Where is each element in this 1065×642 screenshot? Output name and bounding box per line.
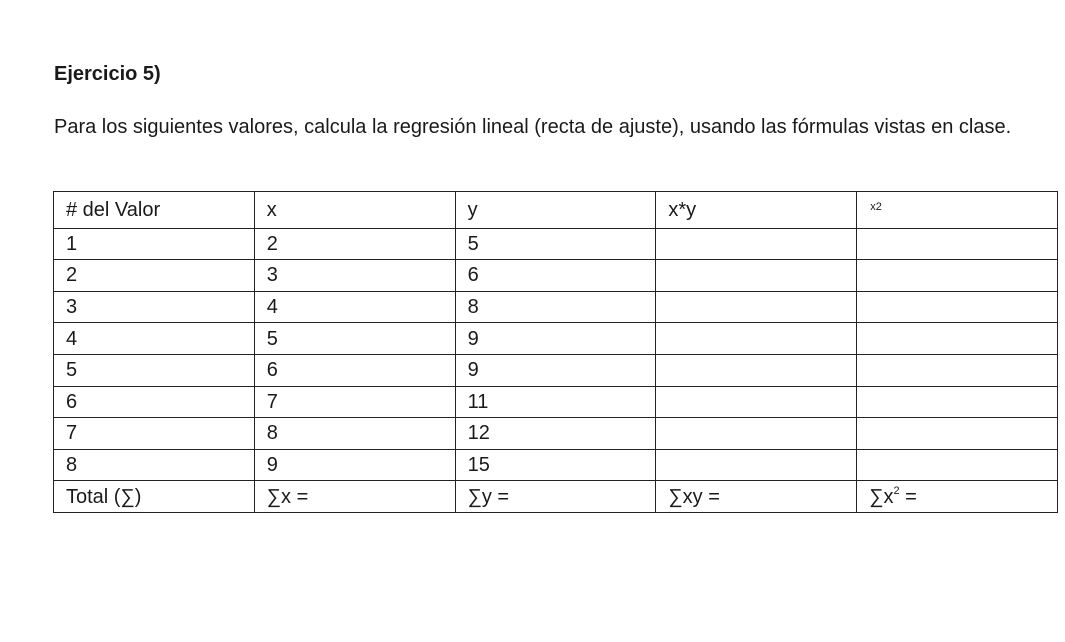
cell-x2[interactable]	[857, 228, 1058, 260]
cell-index: 6	[54, 386, 255, 418]
sum-x-cell: ∑x =	[254, 481, 455, 513]
cell-xy[interactable]	[656, 228, 857, 260]
cell-index: 8	[54, 449, 255, 481]
cell-xy[interactable]	[656, 260, 857, 292]
cell-index: 5	[54, 354, 255, 386]
cell-x: 7	[254, 386, 455, 418]
table-row	[54, 418, 1058, 450]
cell-y: 9	[455, 354, 656, 386]
cell-x2[interactable]	[857, 260, 1058, 292]
cell-x2[interactable]	[857, 449, 1058, 481]
cell-xy[interactable]	[656, 449, 857, 481]
cell-xy[interactable]	[656, 354, 857, 386]
header-cell-x: x	[254, 192, 455, 229]
cell-index: 4	[54, 323, 255, 355]
cell-x: 4	[254, 291, 455, 323]
cell-y: 5	[455, 228, 656, 260]
sum-y-cell: ∑y =	[455, 481, 656, 513]
table-header-row	[54, 192, 1058, 229]
cell-x2[interactable]	[857, 291, 1058, 323]
cell-xy[interactable]	[656, 418, 857, 450]
cell-x2[interactable]	[857, 354, 1058, 386]
cell-xy[interactable]	[656, 386, 857, 418]
cell-index: 7	[54, 418, 255, 450]
table-row	[54, 228, 1058, 260]
cell-x2[interactable]	[857, 386, 1058, 418]
exercise-title: Ejercicio 5)	[54, 63, 161, 85]
sum-x2-suffix: =	[899, 485, 917, 508]
sum-xy-cell: ∑xy =	[656, 481, 857, 513]
table-row	[54, 260, 1058, 292]
cell-x2[interactable]	[857, 418, 1058, 450]
cell-x2[interactable]	[857, 323, 1058, 355]
table-body	[54, 192, 1058, 513]
totals-label: Total (∑)	[54, 481, 255, 513]
cell-index: 3	[54, 291, 255, 323]
cell-x: 2	[254, 228, 455, 260]
cell-y: 6	[455, 260, 656, 292]
cell-y: 12	[455, 418, 656, 450]
table-row	[54, 291, 1058, 323]
header-cell-y: y	[455, 192, 656, 229]
cell-x: 9	[254, 449, 455, 481]
cell-y: 11	[455, 386, 656, 418]
cell-x: 6	[254, 354, 455, 386]
cell-y: 9	[455, 323, 656, 355]
data-table	[53, 191, 1058, 513]
table-row	[54, 354, 1058, 386]
totals-row	[54, 481, 1058, 513]
cell-y: 8	[455, 291, 656, 323]
sum-x2-exponent: 2	[893, 484, 900, 497]
cell-x: 8	[254, 418, 455, 450]
cell-y: 15	[455, 449, 656, 481]
exercise-instructions: Para los siguientes valores, calcula la regresión lineal (recta de ajuste), usando las fórmulas vistas en clase.	[54, 116, 1012, 138]
table-row	[54, 386, 1058, 418]
table-row	[54, 323, 1058, 355]
cell-xy[interactable]	[656, 323, 857, 355]
cell-index: 2	[54, 260, 255, 292]
table-row	[54, 449, 1058, 481]
cell-index: 1	[54, 228, 255, 260]
cell-x: 5	[254, 323, 455, 355]
header-cell-x2: x2	[857, 192, 1058, 229]
header-cell-xy: x*y	[656, 192, 857, 229]
cell-xy[interactable]	[656, 291, 857, 323]
cell-x: 3	[254, 260, 455, 292]
sum-x2-base: ∑x	[869, 485, 894, 508]
header-cell-index: # del Valor	[54, 192, 255, 229]
sum-x2-cell	[857, 481, 1058, 513]
